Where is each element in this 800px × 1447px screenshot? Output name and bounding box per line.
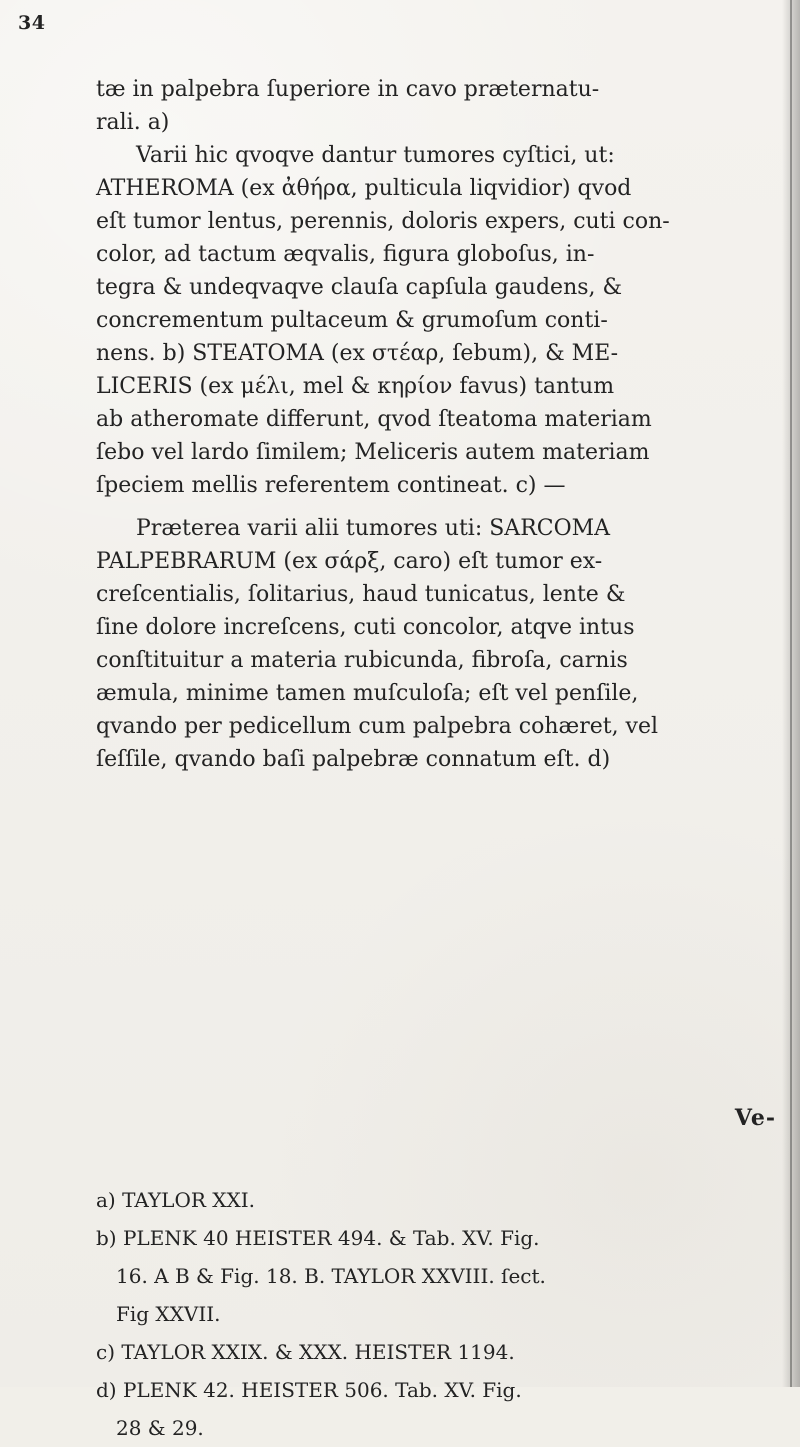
footnotes (96, 1181, 786, 1447)
text-line: tegra & undeqvaqve clauſa capſula gaudens, & (96, 275, 623, 300)
text-line: ab atheromate differunt, qvod ſteatoma materiam (96, 407, 652, 432)
text-line: creſcentialis, ſolitarius, haud tunicatus, lente & (96, 582, 626, 607)
text-line: rali. a) (96, 110, 170, 135)
footnote-line: c) TAYLOR XXIX. & XXX. HEISTER 1194. (96, 1340, 515, 1364)
text-line: eſt tumor lentus, perennis, doloris expers, cuti con- (96, 209, 670, 234)
text-line: LICERIS (ex μέλι, mel & κηρίον favus) tantum (96, 374, 615, 399)
text-line: Præterea varii alii tumores uti: SARCOMA (136, 516, 611, 541)
text-line: ſine dolore increſcens, cuti concolor, atqve intus (96, 615, 635, 640)
catchword: Ve- (734, 1105, 776, 1131)
footnote-line: b) PLENK 40 HEISTER 494. & Tab. XV. Fig. (96, 1226, 540, 1250)
paragraph-gap (96, 502, 786, 512)
page-number: 34 (18, 12, 46, 34)
text-line: concrementum pultaceum & grumoſum conti- (96, 308, 608, 333)
main-text (96, 73, 786, 776)
text-line: nens. b) STEATOMA (ex στέαρ, ſebum), & ME- (96, 341, 619, 366)
text-line: ſeſſile, qvando baſi palpebræ connatum eſt. d) (96, 747, 611, 772)
footnote-line: a) TAYLOR XXI. (96, 1188, 255, 1212)
text-line: qvando per pedicellum cum palpebra cohæret, vel (96, 714, 659, 739)
footnote-line: 28 & 29. (116, 1416, 204, 1440)
text-line: ſpeciem mellis referentem contineat. c) — (96, 473, 566, 498)
text-line: conſtituitur a materia rubicunda, fibroſa, carnis (96, 648, 628, 673)
text-line: tæ in palpebra ſuperiore in cavo præternatu- (96, 77, 600, 102)
text-line: ſebo vel lardo ſimilem; Meliceris autem materiam (96, 440, 650, 465)
text-line: ATHEROMA (ex ἀθήρα, pulticula liqvidior) qvod (96, 176, 632, 201)
text-line: æmula, minime tamen muſculoſa; eſt vel penſile, (96, 681, 639, 706)
footnote-line: 16. A B & Fig. 18. B. TAYLOR XXVIII. ſect. (116, 1264, 546, 1288)
footnote-line: Fig XXVII. (116, 1302, 221, 1326)
text-line: PALPEBRARUM (ex σάρξ, caro) eſt tumor ex- (96, 549, 603, 574)
page-edge-rule (790, 0, 792, 1387)
text-line: Varii hic qvoqve dantur tumores cyſtici, ut: (136, 143, 615, 168)
footnote-line: d) PLENK 42. HEISTER 506. Tab. XV. Fig. (96, 1378, 522, 1402)
text-line: color, ad tactum æqvalis, figura globoſus, in- (96, 242, 595, 267)
